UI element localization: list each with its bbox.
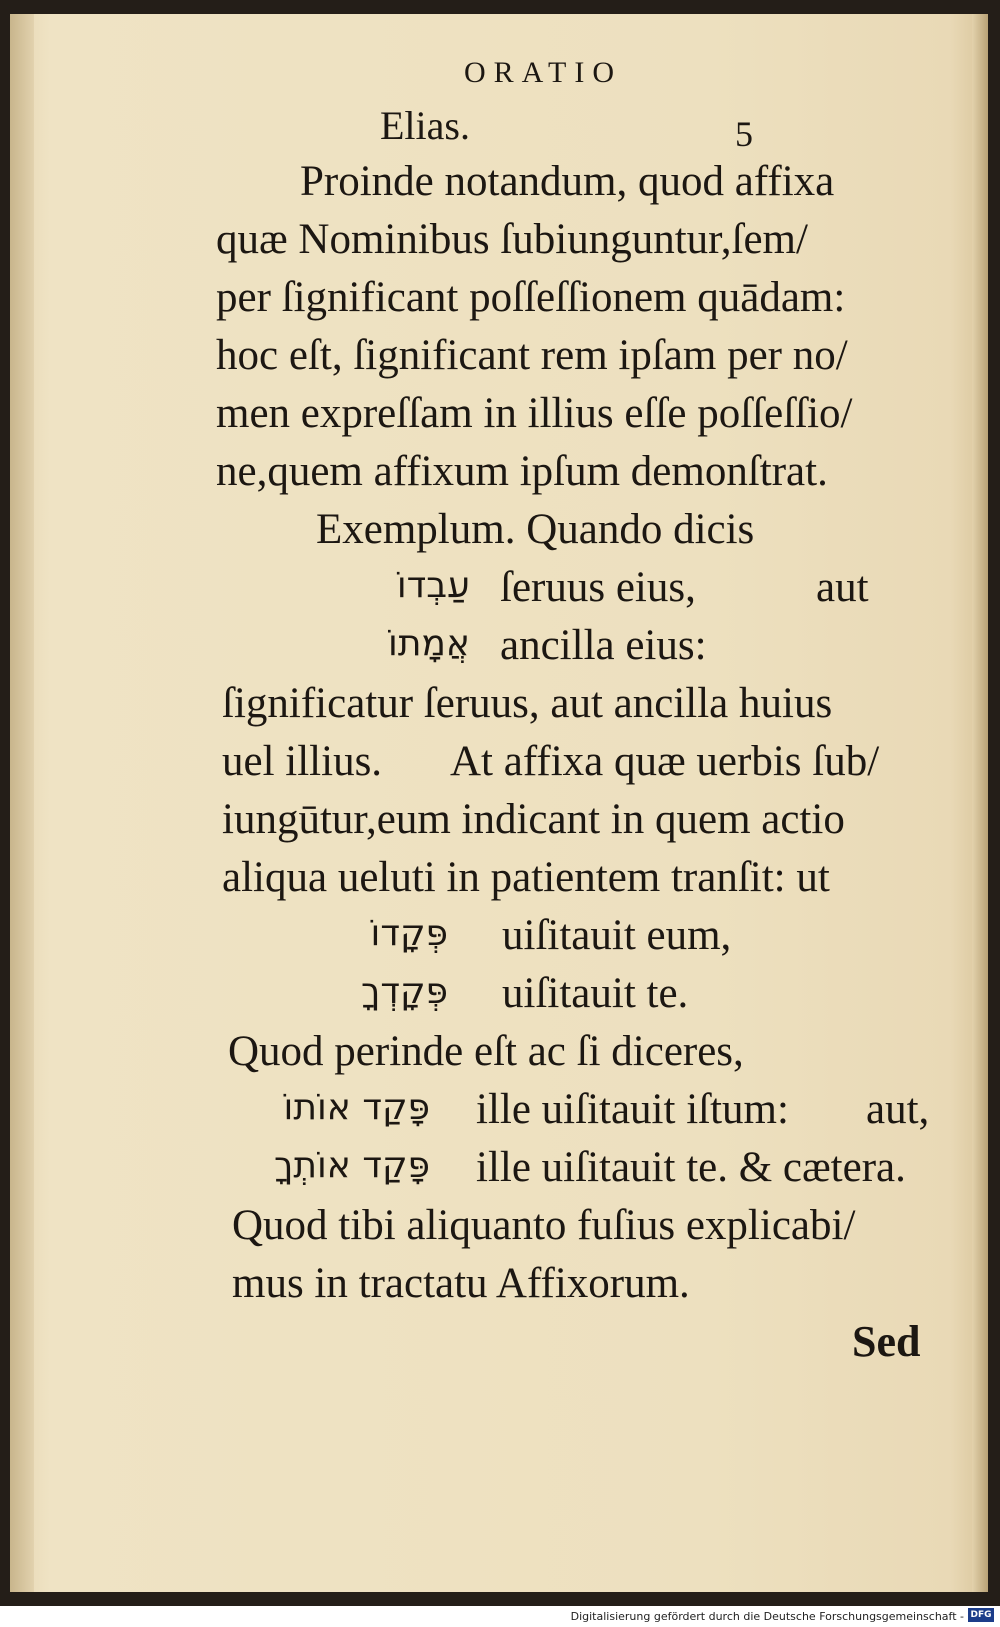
text-line: aut: [816, 564, 869, 611]
page-edge: [972, 14, 988, 1592]
text-line: aliqua ueluti in patientem tranſit: ut: [222, 854, 830, 901]
text-line: ille uiſitauit iſtum:: [476, 1086, 789, 1133]
text-line: hoc eſt, ſignificant rem ipſam per no/: [216, 332, 848, 379]
text-line: quæ Nominibus ſubiunguntur,ſem/: [216, 216, 808, 263]
text-line: Quod tibi aliquanto fuſius explicabi/: [232, 1202, 856, 1249]
page-gutter-shadow: [10, 14, 34, 1592]
page-number: 5: [735, 114, 753, 154]
text-line: uiſitauit eum,: [502, 912, 732, 959]
text-line: uiſitauit te.: [502, 970, 689, 1017]
text-line: ille uiſitauit te. & cætera.: [476, 1144, 906, 1191]
hebrew-word: פְּקָדְךָ: [360, 971, 448, 1012]
text-line: Proinde notandum, quod affixa: [300, 158, 835, 205]
text-line: ſignificatur ſeruus, aut ancilla huius: [222, 680, 833, 727]
text-line: At affixa quæ uerbis ſub/: [450, 738, 880, 785]
text-line: ſeruus eius,: [500, 564, 696, 611]
hebrew-phrase: פָּקַד אוֹתוֹ: [283, 1087, 430, 1128]
hebrew-word: אֲמָתוֹ: [388, 623, 470, 664]
text-line: iungūtur,eum indicant in quem actio: [222, 796, 845, 843]
text-line: mus in tractatu Affixorum.: [232, 1260, 690, 1307]
margin-note: Elias.: [380, 103, 470, 148]
text-line: aut,: [866, 1086, 930, 1133]
text-line: ancilla eius:: [500, 622, 707, 669]
hebrew-word: פְּקָדוֹ: [370, 913, 448, 954]
dfg-logo: DFG: [968, 1608, 994, 1622]
running-head: ORATIO: [464, 56, 622, 89]
text-line: Quod perinde eſt ac ſi diceres,: [228, 1028, 744, 1075]
text-line: Exemplum. Quando dicis: [316, 506, 755, 553]
text-line: per ſignificant poſſeſſionem quādam:: [216, 274, 846, 321]
text-line: uel illius.: [222, 738, 383, 785]
text-line: ne,quem affixum ipſum demonſtrat.: [216, 448, 828, 495]
hebrew-word: עַבְדוֹ: [396, 565, 470, 606]
digitization-credit: Digitalisierung gefördert durch die Deutsche Forschungsgemeinschaft -: [570, 1610, 964, 1623]
catchword: Sed: [852, 1317, 921, 1366]
hebrew-phrase: פָּקַד אוֹתְךָ: [274, 1145, 430, 1186]
text-line: men expreſſam in illius eſſe poſſeſſio/: [216, 390, 853, 437]
